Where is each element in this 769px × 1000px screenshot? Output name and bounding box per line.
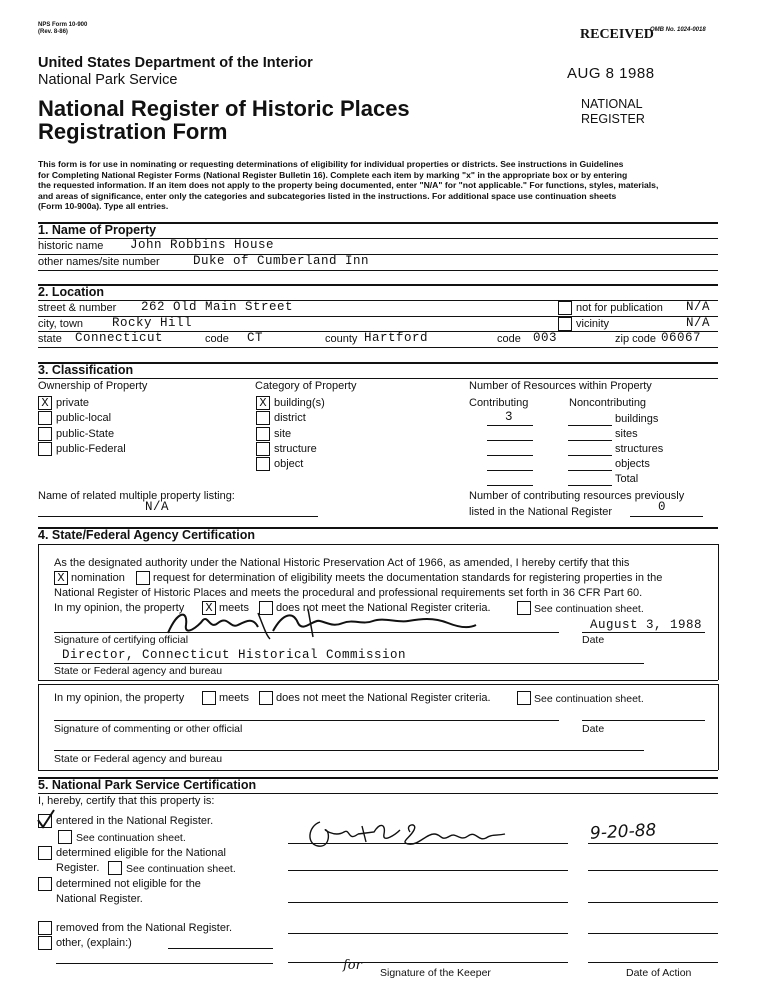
continuation-checkbox[interactable] [517, 601, 531, 615]
resources-buildings-label: buildings [615, 413, 659, 425]
agency-label: State or Federal agency and bureau [54, 665, 223, 677]
ownership-local-label: public-local [56, 412, 112, 424]
category-buildings-label: building(s) [274, 397, 325, 409]
date-of-action-label: Date of Action [626, 967, 692, 979]
other-label: other, (explain:) [56, 937, 132, 949]
signature-line [54, 632, 559, 633]
ownership-state-checkbox[interactable] [38, 427, 52, 441]
stamp-register: REGISTER [581, 112, 645, 126]
other-names-label: other names/site number [38, 256, 160, 268]
not-eligible-label: determined not eligible for the [56, 878, 201, 890]
agency-label-2: State or Federal agency and bureau [54, 753, 223, 765]
resources-objects-label: objects [615, 458, 650, 470]
entered-label: entered in the National Register. [56, 815, 214, 827]
opinion-label: In my opinion, the property [54, 602, 185, 614]
section-3-title: 3. Classification [38, 363, 134, 377]
continuation-checkbox-2[interactable] [517, 691, 531, 705]
blank-line [487, 425, 533, 426]
box-border [718, 684, 719, 770]
related-listing-label: Name of related multiple property listing: [38, 490, 235, 502]
opinion-label-2: In my opinion, the property [54, 692, 185, 704]
signature-line [288, 843, 568, 844]
county-label: county [325, 333, 358, 345]
blank-line [487, 440, 533, 441]
omb-number: OMB No. 1024-0018 [650, 27, 706, 33]
not-eligible-label-2: National Register. [56, 893, 143, 905]
date-line [588, 933, 718, 934]
divider [38, 270, 718, 271]
date-line [588, 870, 718, 871]
stamp-date: AUG 8 1988 [567, 65, 655, 82]
intro-line: (Form 10-900a). Type all entries. [38, 201, 169, 211]
form-number: NPS Form 10-900 [38, 22, 88, 28]
not-for-publication-checkbox[interactable] [558, 301, 572, 315]
divider [38, 300, 718, 301]
not-eligible-checkbox[interactable] [38, 877, 52, 891]
street-label: street & number [38, 302, 117, 314]
ownership-state-label: public-State [56, 428, 115, 440]
entered-checkmark [34, 808, 56, 830]
date-line [588, 962, 718, 963]
blank-line [56, 963, 273, 964]
removed-checkbox[interactable] [38, 921, 52, 935]
meets-label-2: meets [219, 692, 249, 704]
category-structure-label: structure [274, 443, 317, 455]
certifying-signature [158, 605, 498, 641]
intro-line: for Completing National Register Forms (National Register Bulletin 16). Complete each item by marking "x" in the appropriate box or by entering [38, 169, 628, 180]
intro-text [38, 159, 658, 212]
keeper-signature-label: Signature of the Keeper [380, 967, 491, 979]
blank-line [568, 470, 612, 471]
resources-structures-label: structures [615, 443, 664, 455]
divider [38, 680, 718, 681]
related-listing-value[interactable]: N/A [145, 500, 170, 514]
section-1-title: 1. Name of Property [38, 223, 157, 237]
certification-date-value[interactable]: August 3, 1988 [590, 618, 703, 632]
previously-listed-label: Number of contributing resources previously [469, 490, 685, 502]
divider [38, 378, 718, 379]
category-site-label: site [274, 428, 292, 440]
divider [38, 684, 718, 685]
category-structure-checkbox[interactable] [256, 442, 270, 456]
noncontributing-header: Noncontributing [569, 397, 647, 409]
box-border [38, 544, 39, 680]
vicinity-label: vicinity [576, 318, 610, 330]
does-not-meet-label-2: does not meet the National Register criteria. [276, 692, 491, 704]
eligible-label: determined eligible for the National [56, 847, 226, 859]
date-line [588, 843, 718, 844]
category-district-label: district [274, 412, 306, 424]
other-names-value[interactable]: Duke of Cumberland Inn [193, 254, 370, 268]
meets-checkbox[interactable]: X [202, 601, 216, 615]
box-border [718, 544, 719, 680]
agency-value[interactable]: Director, Connecticut Historical Commission [62, 648, 407, 662]
divider [38, 254, 718, 255]
request-checkbox[interactable] [136, 571, 150, 585]
other-checkbox[interactable] [38, 936, 52, 950]
form-title: National Register of Historic Places [38, 96, 410, 121]
zip-value[interactable]: 06067 [661, 331, 702, 345]
state-code-value[interactable]: CT [247, 331, 264, 345]
date-line [582, 720, 705, 721]
agency-line [54, 663, 644, 664]
category-site-checkbox[interactable] [256, 427, 270, 441]
meets-checkbox-2[interactable] [202, 691, 216, 705]
ownership-federal-label: public-Federal [56, 443, 126, 455]
received-stamp: RECEIVED [580, 27, 654, 42]
blank-line [487, 485, 533, 486]
category-object-checkbox[interactable] [256, 457, 270, 471]
category-label: Category of Property [255, 380, 357, 392]
previously-listed-value[interactable]: 0 [658, 500, 667, 514]
nomination-checkbox[interactable]: X [54, 571, 68, 585]
county-code-label: code [497, 333, 521, 345]
intro-line: This form is for use in nominating or requesting determinations of eligibility for individual properties or districts. See instructions in Guidelines [38, 159, 624, 169]
section-4-title: 4. State/Federal Agency Certification [38, 528, 255, 542]
service-name: National Park Service [38, 72, 178, 88]
city-label: city, town [38, 318, 84, 330]
county-value[interactable]: Hartford [364, 331, 429, 345]
vicinity-value[interactable]: N/A [686, 316, 711, 330]
resources-total-label: Total [615, 473, 639, 485]
meets-label: meets [219, 602, 249, 614]
not-for-publication-value[interactable]: N/A [686, 300, 711, 314]
category-object-label: object [274, 458, 304, 470]
nomination-label: nomination [71, 572, 125, 584]
box-border [38, 684, 39, 770]
state-value[interactable]: Connecticut [75, 331, 164, 345]
resources-sites-label: sites [615, 428, 638, 440]
action-date-handwritten: 9-20-88 [589, 820, 657, 844]
intro-line: and areas of significance, enter only the categories and subcategories listed in the instructions. For additional space use continuation sheets [38, 190, 617, 201]
entered-continuation-label: See continuation sheet. [76, 832, 186, 844]
entered-continuation-checkbox[interactable] [58, 830, 72, 844]
date-label: Date [582, 634, 605, 646]
does-not-meet-label: does not meet the National Register criteria. [276, 602, 491, 614]
request-label: request for determination of eligibility meets the documentation standards for registering properties in the [153, 572, 663, 584]
city-value[interactable]: Rocky Hill [112, 316, 193, 330]
ownership-local-checkbox[interactable] [38, 411, 52, 425]
state-code-label: code [205, 333, 229, 345]
state-label: state [38, 333, 62, 345]
blank-line [487, 455, 533, 456]
keeper-signature [300, 812, 520, 852]
historic-name-label: historic name [38, 240, 104, 252]
ownership-private-checkbox[interactable]: X [38, 396, 52, 410]
blank-line [630, 516, 703, 517]
ownership-federal-checkbox[interactable] [38, 442, 52, 456]
eligible-continuation-checkbox[interactable] [108, 861, 122, 875]
removed-label: removed from the National Register. [56, 922, 233, 934]
blank-line [38, 516, 318, 517]
signature-line [288, 902, 568, 903]
date-line [582, 632, 705, 633]
category-district-checkbox[interactable] [256, 411, 270, 425]
section-2-rule [38, 284, 718, 286]
divider [38, 770, 718, 771]
certification-text-3: National Register of Historic Places and meets the procedural and professional requirements set forth in 36 CFR Part 60. [54, 587, 643, 599]
contributing-buildings-value[interactable]: 3 [505, 410, 514, 424]
signature-line [54, 720, 559, 721]
blank-line [568, 485, 612, 486]
section-5-title: 5. National Park Service Certification [38, 778, 257, 792]
department-name: United States Department of the Interior [38, 55, 313, 71]
continuation-label: See continuation sheet. [534, 603, 644, 615]
eligible-checkbox[interactable] [38, 846, 52, 860]
eligible-label-2: Register. [56, 862, 100, 874]
form-revision: (Rev. 8-86) [38, 29, 68, 35]
resources-label: Number of Resources within Property [469, 380, 652, 392]
certification-text-1: As the designated authority under the National Historic Preservation Act of 1966, as amended, I hereby certify that this [54, 557, 630, 569]
blank-line [568, 455, 612, 456]
ownership-label: Ownership of Property [38, 380, 148, 392]
keeper-initials: for [343, 958, 362, 973]
blank-line [568, 425, 612, 426]
nps-intro: I, hereby, certify that this property is: [38, 795, 215, 807]
blank-line [487, 470, 533, 471]
date-label-2: Date [582, 723, 605, 735]
blank-line [568, 440, 612, 441]
intro-line: the requested information. If an item does not apply to the property being documented, enter "N/A" for "not applicable." For functions, styles, materials, [38, 180, 659, 190]
agency-line [54, 750, 644, 751]
date-line [588, 902, 718, 903]
contributing-header: Contributing [469, 397, 529, 409]
continuation-label-2: See continuation sheet. [534, 693, 644, 705]
divider [38, 793, 718, 794]
stamp-national: NATIONAL [581, 97, 643, 111]
not-for-publication-label: not for publication [576, 302, 663, 314]
signature-line [288, 870, 568, 871]
category-buildings-checkbox[interactable]: X [256, 396, 270, 410]
signature-line [288, 962, 568, 963]
vicinity-checkbox[interactable] [558, 317, 572, 331]
form-subtitle: Registration Form [38, 119, 228, 144]
divider [38, 347, 718, 348]
previously-listed-label-2: listed in the National Register [469, 506, 613, 518]
blank-line [168, 948, 273, 949]
historic-name-value[interactable]: John Robbins House [130, 238, 275, 252]
does-not-meet-checkbox-2[interactable] [259, 691, 273, 705]
section-3-rule [38, 362, 718, 364]
commenting-signature-label: Signature of commenting or other official [54, 723, 243, 735]
eligible-continuation-label: See continuation sheet. [126, 863, 236, 875]
ownership-private-label: private [56, 397, 90, 409]
signature-line [288, 933, 568, 934]
county-code-value[interactable]: 003 [533, 331, 558, 345]
divider [38, 544, 718, 545]
section-2-title: 2. Location [38, 285, 104, 299]
signature-label: Signature of certifying official [54, 634, 189, 646]
zip-label: zip code [615, 333, 656, 345]
street-value[interactable]: 262 Old Main Street [141, 300, 294, 314]
